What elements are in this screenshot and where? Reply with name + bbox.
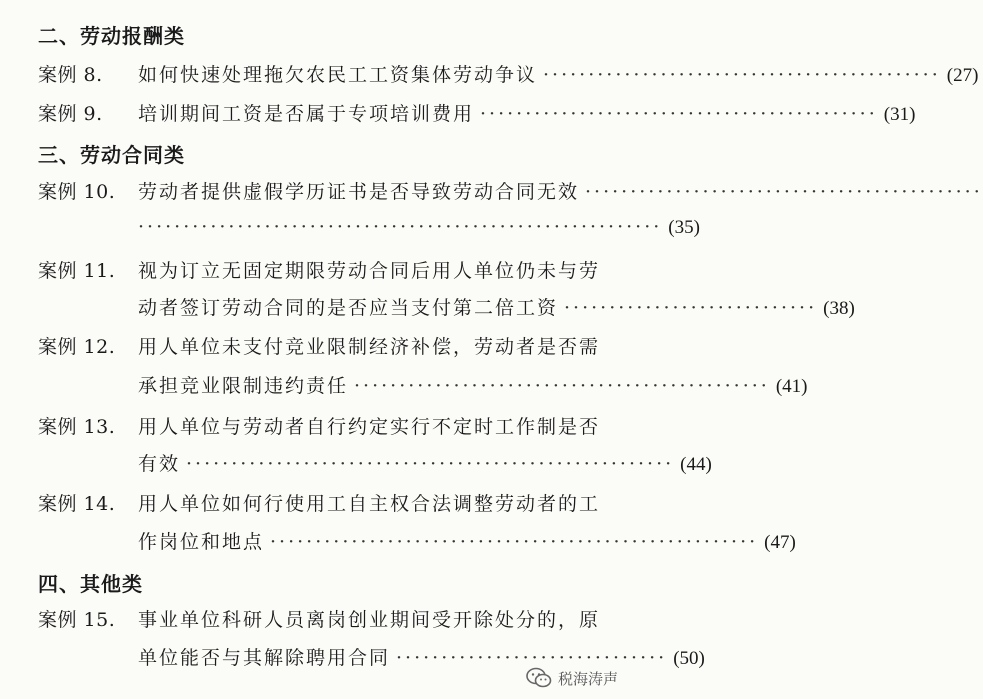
case-title-line: 事业单位科研人员离岗创业期间受开除处分的，原 [138,609,601,631]
leader-dots: ·························································· [138,216,663,238]
case-label: 案例 12. [38,336,116,358]
case-title-line: 用人单位未支付竞业限制经济补偿，劳动者是否需 [138,336,601,358]
case-label: 案例 8. [38,64,103,86]
case-label: 案例 14. [38,493,116,515]
case-label: 案例 13. [38,416,116,438]
page-number: (38) [823,298,855,319]
section-heading-labor-contract: 三、劳动合同类 [38,143,185,167]
page-number: (27) [946,65,979,86]
case-title-line: 作岗位和地点 [138,531,265,553]
wechat-icon [526,667,552,689]
case-title-line: 培训期间工资是否属于专项培训费用 [138,103,475,125]
page-number: (47) [764,532,796,553]
watermark [526,667,618,689]
case-title-line: 劳动者提供虚假学历证书是否导致劳动合同无效 [138,181,580,203]
case-label: 案例 10. [38,181,116,203]
page-number: (35) [668,217,700,238]
leader-dots: ············································ [480,103,878,125]
leader-dots: ·············································· [354,375,770,397]
leader-dots: ············································ [585,181,983,203]
case-label: 案例 15. [38,609,116,631]
section-heading-other: 四、其他类 [38,572,143,596]
section-heading-labor-pay: 二、劳动报酬类 [38,24,185,48]
page-number: (50) [673,648,705,669]
case-label: 案例 11. [38,260,116,282]
leader-dots: ······························ [396,647,668,669]
leader-dots: ············································ [543,64,941,86]
case-title-line: 承担竞业限制违约责任 [138,375,349,397]
leader-dots: ······················································ [186,453,675,475]
leader-dots: ······················································ [270,531,759,553]
case-title-line: 单位能否与其解除聘用合同 [138,647,391,669]
leader-dots: ···························· [564,297,818,319]
case-title-line: 有效 [138,453,181,475]
case-label: 案例 9. [38,103,103,125]
page-number: (31) [883,104,916,125]
case-title-line: 用人单位如何行使用工自主权合法调整劳动者的工 [138,493,601,515]
case-title-line: 用人单位与劳动者自行约定实行不定时工作制是否 [138,416,601,438]
watermark-text: 税海涛声 [557,669,618,688]
case-title-line: 如何快速处理拖欠农民工工资集体劳动争议 [138,64,538,86]
page-number: (41) [775,376,808,397]
case-title-line: 动者签订劳动合同的是否应当支付第二倍工资 [138,297,559,319]
case-title-line: 视为订立无固定期限劳动合同后用人单位仍未与劳 [138,260,601,282]
page-number: (44) [680,454,712,475]
